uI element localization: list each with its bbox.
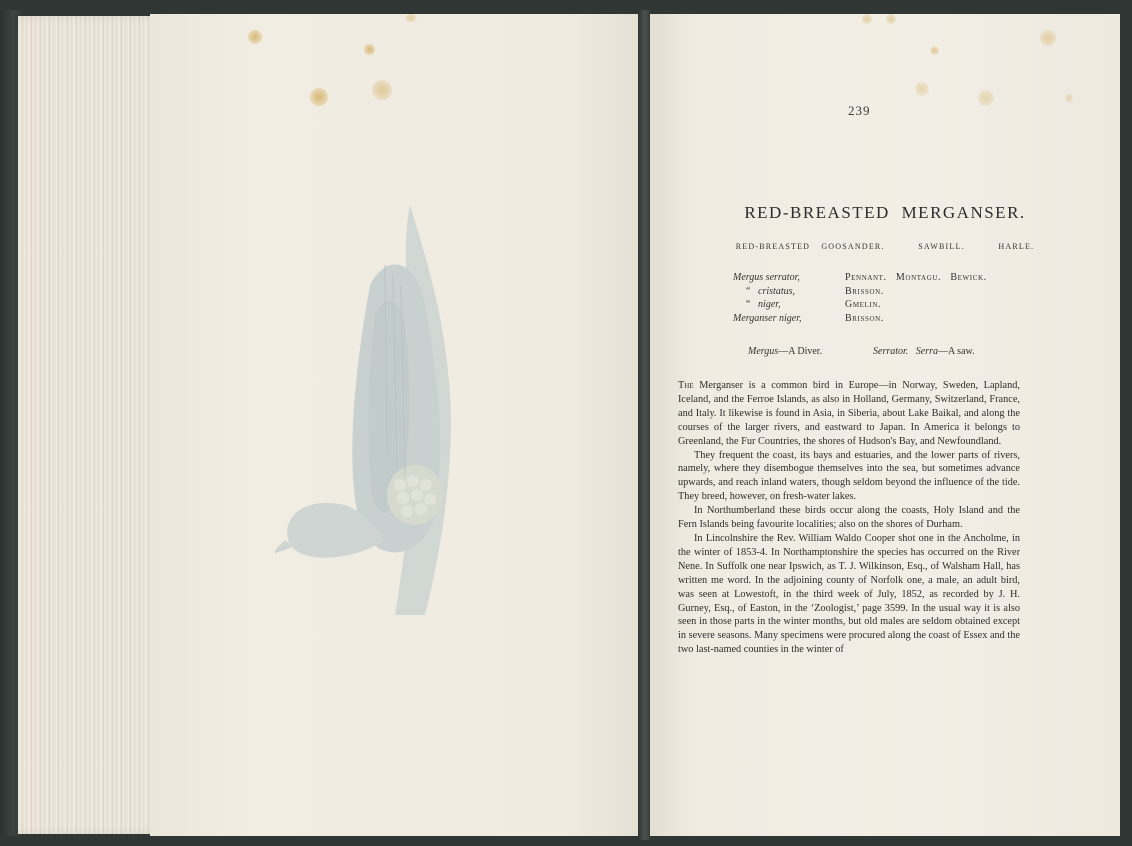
etymology-left	[748, 346, 822, 357]
etymology-term: Serrator. Serra	[873, 346, 939, 357]
synonym-authority: Brisson.	[845, 285, 884, 297]
etymology-meaning: —A saw.	[938, 346, 975, 357]
paragraph	[678, 449, 1020, 505]
paragraph	[678, 379, 1020, 449]
paragraph-text: In Lincolnshire the Rev. William Waldo Cooper shot one in the Ancholme, in the winter of 1853-4. In Northamptonshire the species has occurred on the River Nene. In Suffolk one near Ipswich, as T. J. Wilkinson, Esq., of Walsham Hall, has written me word. In the adjoining county of Norfolk one, a male, an adult bird, was seen at Lowestoft, in the third week of July, 1852, as recorded by J. H. Gurney, Esq., of Easton, in the ‘Zoologist,’ page 3599. In the usual way it is also seen in those parts in the winter months, but old males are seldom obtained except in severe seasons. Many specimens were procured along the coast of Essex and the two last-named counties in the winter of	[678, 532, 1020, 656]
foxing-spot	[862, 14, 872, 24]
paragraph-text: In Northumberland these birds occur along the coasts, Holy Island and the Fern Islands being favourite localities; also on the shores of Durham.	[678, 505, 1020, 531]
synonym-name: Merganser niger,	[733, 312, 802, 324]
foxing-spot	[886, 14, 896, 24]
synonym-name: “ cristatus,	[745, 285, 796, 297]
synonym-authority: Gmelin.	[845, 299, 882, 310]
foxing-spot	[915, 82, 929, 96]
paragraph	[678, 532, 1020, 657]
synonym-row	[733, 299, 987, 313]
species-alternate-names: RED-BREASTED GOOSANDER. SAWBILL. HARLE.	[735, 242, 1035, 251]
paragraph-lead: The	[678, 380, 694, 391]
synonym-row	[733, 286, 987, 300]
species-title: RED-BREASTED MERGANSER.	[744, 203, 1026, 222]
foxing-spot	[930, 46, 939, 55]
paragraph-text: They frequent the coast, its bays and estuaries, and the lower parts of rivers, namely, where they disembogue themselves into the sea, but sometimes advance upwards, and reach inland waters, though seldom beyond the influence of the tide. They breed, however, on fresh-water lakes.	[678, 449, 1020, 503]
foxing-spot	[364, 44, 375, 55]
paragraph-text: Merganser is a common bird in Europe—in Norway, Sweden, Lapland, Iceland, and the Ferroe Islands, as also in Holland, Germany, Switzerland, France, and Italy. It likewise is found in Asia, in Siberia, about Lake Baikal, and along the courses of the larger rivers, and eastward to Japan. In America it belongs to Greenland, the Fur Countries, the shores of Hudson's Bay, and Newfoundland.	[678, 380, 1020, 447]
paragraph	[678, 504, 1020, 532]
foxing-spot	[372, 80, 392, 100]
synonym-authority: Pennant. Montagu. Bewick.	[845, 272, 987, 283]
etymology-right	[873, 346, 975, 357]
synonym-table	[733, 272, 987, 326]
foxing-spot	[1040, 30, 1056, 46]
foxing-spot	[978, 90, 994, 106]
etymology-term: Mergus	[748, 346, 779, 357]
synonym-row	[733, 313, 987, 327]
etymology-meaning: —A Diver.	[778, 346, 823, 357]
article-body	[678, 379, 1020, 657]
foxing-spot	[248, 30, 262, 44]
bird-illustration-show-through	[275, 195, 505, 615]
page-number: 239	[848, 103, 871, 118]
foxing-spot	[405, 14, 417, 22]
synonym-row	[733, 272, 987, 286]
foxing-spot	[310, 88, 328, 106]
synonym-name: “ niger,	[745, 299, 781, 310]
page-stack-edges	[18, 16, 168, 834]
foxing-spot	[1065, 94, 1073, 102]
synonym-name: Mergus serrator,	[733, 272, 800, 283]
synonym-authority: Brisson.	[845, 312, 884, 324]
